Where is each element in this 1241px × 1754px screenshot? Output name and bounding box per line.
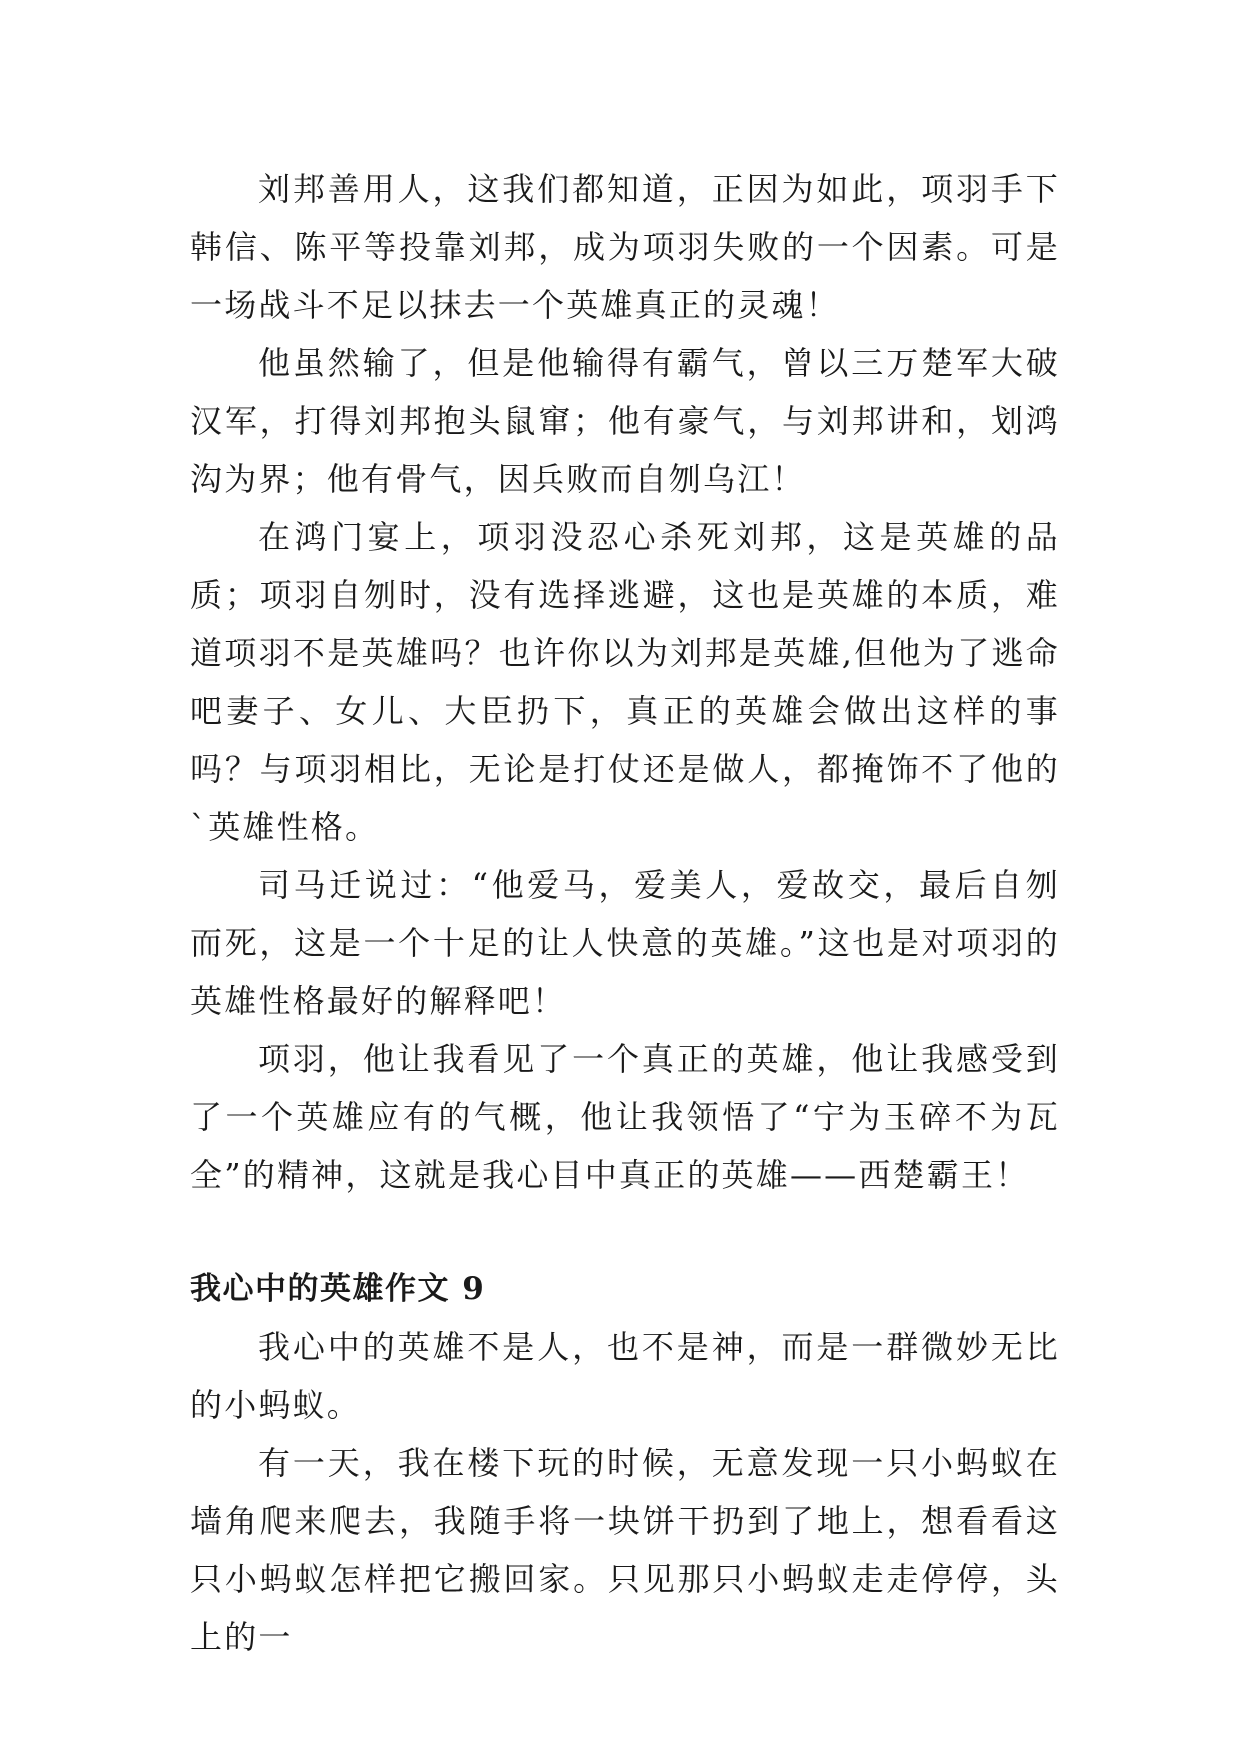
paragraph-liu-bang: 刘邦善用人，这我们都知道，正因为如此，项羽手下韩信、陈平等投靠刘邦，成为项羽失败的一个因素。可是一场战斗不足以抹去一个英雄真正的灵魂！	[190, 170, 1060, 324]
paragraph-sima-qian: 司马迁说过：“他爱马，爱美人，爱故交，最后自刎而死，这是一个十足的让人快意的英雄。”这也是对项羽的英雄性格最好的解释吧！	[190, 866, 1060, 1020]
section-title: 我心中的英雄作文 9	[190, 1271, 486, 1307]
document-body	[190, 160, 1060, 1666]
paragraph-ants-intro: 我心中的英雄不是人，也不是神，而是一群微妙无比的小蚂蚁。	[190, 1328, 1060, 1424]
paragraph-hongmen-banquet: 在鸿门宴上，项羽没忍心杀死刘邦，这是英雄的品质；项羽自刎时，没有选择逃避，这也是英雄的本质，难道项羽不是英雄吗？也许你以为刘邦是英雄,但他为了逃命吧妻子、女儿、大臣扔下，真正的英雄会做出这样的事吗？与项羽相比，无论是打仗还是做人，都掩饰不了他的`英雄性格。	[190, 518, 1060, 846]
paragraph-conclusion: 项羽，他让我看见了一个真正的英雄，他让我感受到了一个英雄应有的气概，他让我领悟了“宁为玉碎不为瓦全”的精神，这就是我心目中真正的英雄——西楚霸王！	[190, 1040, 1060, 1194]
paragraph-defeat: 他虽然输了，但是他输得有霸气，曾以三万楚军大破汉军，打得刘邦抱头鼠窜；他有豪气，与刘邦讲和，划鸿沟为界；他有骨气，因兵败而自刎乌江！	[190, 344, 1060, 498]
paragraph-ants-story: 有一天，我在楼下玩的时候，无意发现一只小蚂蚁在墙角爬来爬去，我随手将一块饼干扔到了地上，想看看这只小蚂蚁怎样把它搬回家。只见那只小蚂蚁走走停停，头上的一	[190, 1444, 1060, 1656]
